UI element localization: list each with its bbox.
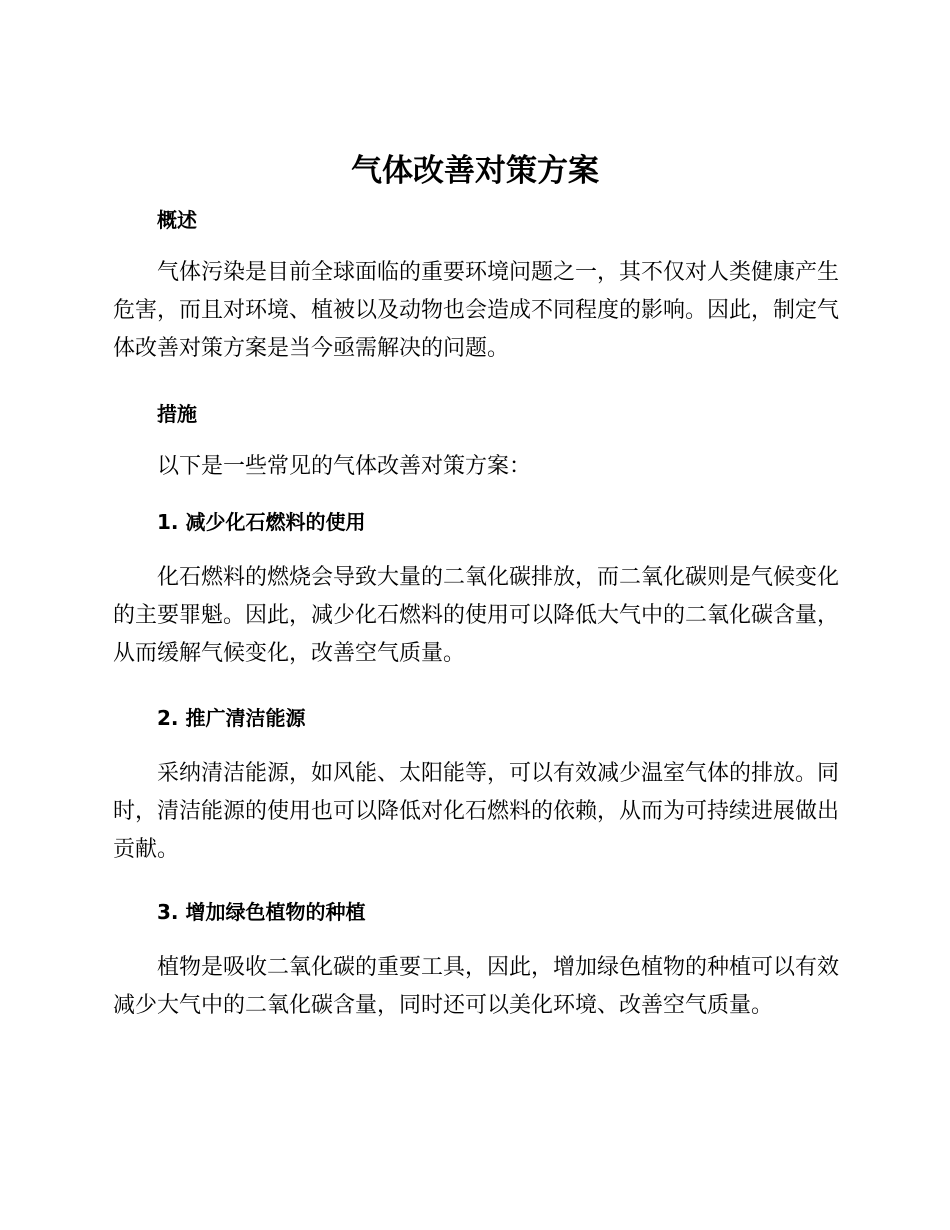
paragraph-line: 体改善对策方案是当今亟需解决的问题。 — [113, 336, 510, 361]
measure-heading-2: 2. 推广清洁能源 — [157, 706, 306, 730]
paragraph-line: 从而缓解气候变化，改善空气质量。 — [113, 641, 466, 666]
paragraph-line: 时，清洁能源的使用也可以降低对化石燃料的依赖，从而为可持续进展做出 — [113, 799, 840, 824]
paragraph-line: 采纳清洁能源，如风能、太阳能等，可以有效减少温室气体的排放。同 — [157, 761, 840, 786]
paragraph-line: 减少大气中的二氧化碳含量，同时还可以美化环境、改善空气质量。 — [113, 993, 774, 1018]
paragraph-line: 植物是吸收二氧化碳的重要工具，因此，增加绿色植物的种植可以有效 — [157, 955, 840, 980]
section-heading-overview: 概述 — [157, 208, 197, 232]
paragraph-line: 危害，而且对环境、植被以及动物也会造成不同程度的影响。因此，制定气 — [113, 298, 840, 323]
document-title: 气体改善对策方案 — [351, 153, 599, 189]
paragraph-line: 贡献。 — [113, 837, 180, 862]
paragraph-line: 的主要罪魁。因此，减少化石燃料的使用可以降低大气中的二氧化碳含量， — [113, 603, 840, 628]
measure-heading-1: 1. 减少化石燃料的使用 — [157, 510, 366, 534]
paragraph-line: 气体污染是目前全球面临的重要环境问题之一，其不仅对人类健康产生 — [157, 260, 840, 285]
paragraph-line: 化石燃料的燃烧会导致大量的二氧化碳排放，而二氧化碳则是气候变化 — [157, 565, 840, 590]
measure-heading-3: 3. 增加绿色植物的种植 — [157, 900, 366, 924]
measures-intro: 以下是一些常见的气体改善对策方案： — [157, 454, 532, 479]
section-heading-measures: 措施 — [157, 402, 197, 426]
